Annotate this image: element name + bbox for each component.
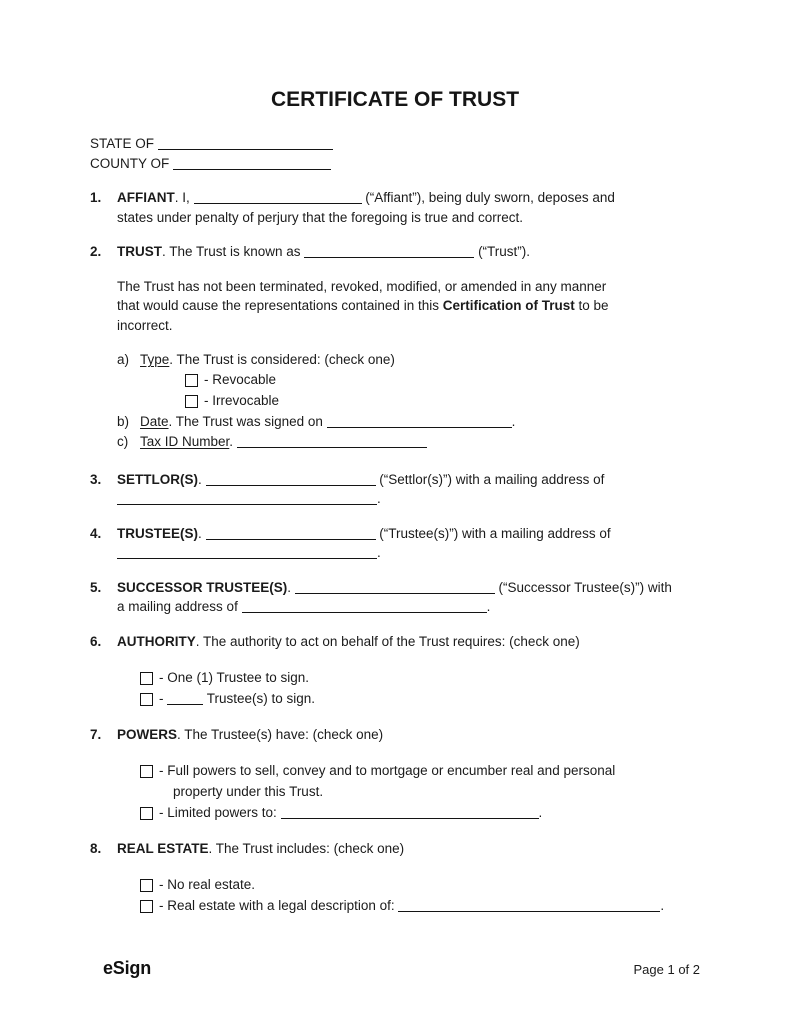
blank-line[interactable] [117, 544, 377, 559]
text-run: . The Trust was signed on [168, 413, 327, 429]
blank-line[interactable] [398, 897, 660, 912]
text-run: (“Settlor(s)”) with a mailing address of [375, 471, 605, 487]
section-number: 4. [90, 525, 102, 541]
text-run: The Trust has not been terminated, revoked, modified, or amended in any manner [117, 278, 607, 294]
section-number: 7. [90, 726, 102, 742]
text-run: property under this Trust. [173, 783, 324, 799]
blank-line[interactable] [237, 433, 427, 448]
text-run: states under penalty of perjury that the foregoing is true and correct. [117, 209, 523, 225]
checkbox-label [159, 689, 315, 710]
text-run: incorrect. [117, 317, 173, 333]
section-body [117, 578, 700, 617]
checkbox-icon[interactable] [140, 900, 153, 913]
text-run: - [159, 690, 168, 706]
section-number: 6. [90, 633, 102, 649]
real-estate-checkbox-group [117, 875, 700, 917]
section-trustee [90, 524, 700, 563]
section-body [117, 470, 700, 509]
blank-line[interactable] [167, 690, 203, 705]
text-run: . [198, 525, 206, 541]
trustee-line-1 [117, 524, 700, 544]
sub-item-type [117, 350, 700, 370]
blank-line[interactable] [194, 189, 362, 204]
sub-item-label: c) [117, 433, 129, 449]
bold-text: AUTHORITY [117, 633, 196, 649]
section-affiant [90, 188, 700, 227]
checkbox-option-irrevocable [117, 391, 700, 412]
section-body [117, 839, 700, 917]
blank-line[interactable] [117, 490, 377, 505]
blank-line[interactable] [295, 579, 495, 594]
blank-line[interactable] [327, 413, 512, 428]
checkbox-icon[interactable] [140, 765, 153, 778]
section-body [117, 725, 700, 824]
section-number: 2. [90, 244, 102, 259]
trust-known-as-line [117, 242, 700, 262]
section-number: 3. [90, 471, 102, 487]
checkbox-icon[interactable] [140, 672, 153, 685]
text-run: - No real estate. [159, 877, 256, 893]
checkbox-label-multiline [159, 761, 615, 803]
bold-text: TRUST [117, 244, 162, 259]
text-run: to be [574, 298, 609, 313]
text-run: STATE OF [90, 136, 158, 151]
section-authority [90, 632, 700, 710]
trust-sub-list [117, 350, 700, 452]
blank-line[interactable] [304, 243, 474, 258]
text-run: (“Affiant”), being duly sworn, deposes and [361, 190, 615, 205]
blank-line[interactable] [158, 135, 333, 150]
bold-text: POWERS [117, 726, 178, 742]
checkbox-label [159, 803, 542, 824]
sub-item-text [140, 350, 395, 370]
authority-checkbox-group [117, 668, 700, 710]
underlined-text: Date [140, 413, 169, 429]
page-indicator: Page 1 of 2 [633, 962, 700, 977]
settlor-line-1 [117, 470, 700, 490]
checkbox-label [159, 875, 255, 896]
text-run: - Limited powers to: [159, 804, 281, 820]
settlor-line-2 [117, 489, 700, 509]
text-run: . The Trust is known as [162, 244, 305, 259]
text-run: . [538, 804, 543, 820]
checkbox-label [204, 370, 276, 391]
trustee-line-2 [117, 543, 700, 563]
text-run: . [229, 433, 237, 449]
text-run: . The Trust includes: (check one) [208, 840, 405, 856]
text-run: - Revocable [204, 372, 277, 387]
checkbox-option-one-trustee [117, 668, 700, 689]
esign-logo: eSign [103, 958, 152, 978]
section-trust [90, 242, 700, 452]
text-run: . [377, 545, 381, 561]
text-run: (“Trustee(s)”) with a mailing address of [375, 525, 611, 541]
text-run: (“Trust”). [474, 244, 531, 259]
checkbox-option-number-trustees [117, 689, 700, 710]
powers-line-1 [117, 725, 700, 745]
county-of-line [90, 154, 700, 174]
state-of-line [90, 134, 700, 154]
blank-line[interactable] [173, 155, 331, 170]
bold-text: Certification of Trust [442, 298, 575, 313]
checkbox-icon[interactable] [140, 879, 153, 892]
text-run: Trustee(s) to sign. [203, 690, 316, 706]
blank-line[interactable] [242, 598, 487, 613]
text-run: . [287, 579, 295, 595]
bold-text: SETTLOR(S) [117, 471, 198, 487]
text-run: . [377, 491, 381, 507]
trust-paragraph-line-2 [117, 296, 700, 316]
checkbox-label [204, 391, 279, 412]
bold-text: REAL ESTATE [117, 840, 209, 856]
text-run: - Full powers to sell, convey and to mortgage or encumber real and personal [159, 763, 616, 779]
text-run: . The Trust is considered: (check one) [169, 352, 395, 367]
checkbox-label [159, 761, 615, 782]
section-settlor [90, 470, 700, 509]
text-run: (“Successor Trustee(s)”) with [494, 579, 672, 595]
section-real-estate [90, 839, 700, 917]
section-body [117, 524, 700, 563]
section-number: 8. [90, 840, 102, 856]
checkbox-option-full-powers [117, 761, 700, 803]
checkbox-option-limited-powers [117, 803, 700, 824]
text-run: a mailing address of [117, 599, 242, 615]
authority-line-1 [117, 632, 700, 652]
text-run: . The authority to act on behalf of the Trust requires: (check one) [195, 633, 580, 649]
bold-text: TRUSTEE(S) [117, 525, 198, 541]
affiant-line-2 [117, 208, 700, 228]
checkbox-option-no-real-estate [117, 875, 700, 896]
text-run: COUNTY OF [90, 155, 174, 171]
underlined-text: Tax ID Number [140, 433, 230, 449]
blank-line[interactable] [206, 525, 376, 540]
underlined-text: Type [140, 352, 170, 367]
text-run: . [660, 897, 665, 913]
checkbox-option-revocable [117, 370, 700, 391]
successor-line-2 [117, 597, 700, 617]
checkbox-label [159, 668, 309, 689]
section-powers [90, 725, 700, 824]
sub-item-label: a) [117, 352, 130, 367]
checkbox-icon[interactable] [185, 395, 198, 408]
bold-text: SUCCESSOR TRUSTEE(S) [117, 579, 288, 595]
text-run: . [511, 413, 516, 429]
checkbox-icon[interactable] [140, 693, 153, 706]
text-run: - Irrevocable [204, 392, 280, 408]
checkbox-option-real-estate-legal [117, 896, 700, 917]
text-run: . The Trustee(s) have: (check one) [177, 726, 384, 742]
section-number: 1. [90, 190, 102, 205]
section-body [117, 242, 700, 452]
text-run: . [198, 471, 206, 487]
sub-item-label: b) [117, 413, 130, 429]
real-estate-line-1 [117, 839, 700, 859]
sub-item-text [140, 432, 427, 452]
blank-line[interactable] [206, 471, 376, 486]
trust-paragraph-line-1 [117, 277, 700, 297]
text-run: that would cause the representations contained in this [117, 298, 443, 313]
section-body [117, 632, 700, 710]
sub-item-tax-id [117, 432, 700, 452]
sub-item-date [117, 412, 700, 432]
affiant-line-1 [117, 188, 700, 208]
trust-paragraph-line-3 [117, 316, 700, 336]
text-run: . [486, 599, 491, 615]
checkbox-label [159, 782, 615, 803]
page-footer [0, 958, 788, 979]
powers-checkbox-group [117, 761, 700, 823]
text-run: . I, [174, 190, 194, 205]
section-number: 5. [90, 579, 102, 595]
section-body [117, 188, 700, 227]
text-run: - One (1) Trustee to sign. [159, 670, 310, 686]
section-successor-trustee [90, 578, 700, 617]
text-run: - Real estate with a legal description of: [159, 897, 399, 913]
sub-item-text [140, 412, 515, 432]
checkbox-icon[interactable] [140, 807, 153, 820]
blank-line[interactable] [281, 804, 539, 819]
bold-text: AFFIANT [117, 190, 175, 205]
document-title: CERTIFICATE OF TRUST [270, 88, 520, 111]
successor-line-1 [117, 578, 700, 598]
checkbox-icon[interactable] [185, 374, 198, 387]
checkbox-label [159, 896, 664, 917]
